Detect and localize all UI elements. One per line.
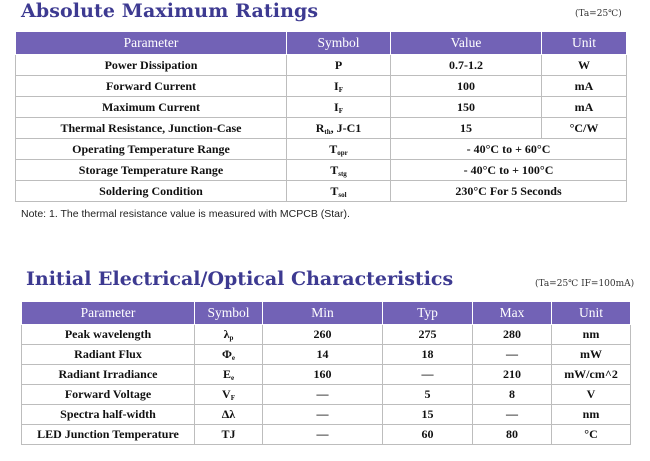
cell-typ: 275	[383, 325, 473, 345]
footnote: Note: 1. The thermal resistance value is measured with MCPCB (Star).	[21, 208, 350, 220]
header-symbol: Symbol	[195, 302, 263, 325]
header-unit: Unit	[542, 32, 627, 55]
header-min: Min	[263, 302, 383, 325]
cell-value: 15	[391, 118, 542, 139]
cell-min: —	[263, 385, 383, 405]
cell-max: —	[473, 345, 552, 365]
table-row	[22, 325, 631, 345]
cell-symbol: P	[287, 55, 391, 76]
cell-value: 150	[391, 97, 542, 118]
cell-symbol: $R_{th}$, J-C1	[287, 118, 391, 139]
cell-unit: V	[552, 385, 631, 405]
cell-value: 100	[391, 76, 542, 97]
header-parameter: Parameter	[22, 302, 195, 325]
cell-max: 210	[473, 365, 552, 385]
cell-symbol: $T_{stg}$	[287, 160, 391, 181]
table-row	[16, 139, 627, 160]
table-row	[16, 55, 627, 76]
cell-symbol: $V_F$	[195, 385, 263, 405]
cell-value: - 40°C to + 100°C	[391, 160, 627, 181]
cell-symbol: $E_e$	[195, 365, 263, 385]
cell-max: —	[473, 405, 552, 425]
header-max: Max	[473, 302, 552, 325]
cell-parameter: Storage Temperature Range	[16, 160, 287, 181]
cell-symbol: $I_F$	[287, 76, 391, 97]
table-row	[22, 405, 631, 425]
header-value: Value	[391, 32, 542, 55]
cell-parameter: LED Junction Temperature	[22, 425, 195, 445]
table-row	[16, 97, 627, 118]
cell-symbol: $T_{sol}$	[287, 181, 391, 202]
header-unit: Unit	[552, 302, 631, 325]
header-typ: Typ	[383, 302, 473, 325]
section-title-absolute-max: Absolute Maximum Ratings	[21, 0, 319, 22]
cell-symbol: $\lambda_p$	[195, 325, 263, 345]
cell-min: —	[263, 405, 383, 425]
cell-value: 230°C For 5 Seconds	[391, 181, 627, 202]
table-row	[22, 345, 631, 365]
table-row	[16, 118, 627, 139]
cell-symbol: Δλ	[195, 405, 263, 425]
cell-typ: 60	[383, 425, 473, 445]
cell-symbol: $T_{opr}$	[287, 139, 391, 160]
cell-value: 0.7-1.2	[391, 55, 542, 76]
cell-parameter: Forward Voltage	[22, 385, 195, 405]
cell-max: 280	[473, 325, 552, 345]
cell-min: —	[263, 425, 383, 445]
table-row	[16, 181, 627, 202]
cell-typ: —	[383, 365, 473, 385]
cell-parameter: Power Dissipation	[16, 55, 287, 76]
cell-unit: nm	[552, 405, 631, 425]
table-header-row	[16, 32, 627, 55]
cell-unit: W	[542, 55, 627, 76]
cell-typ: 18	[383, 345, 473, 365]
cell-unit: mA	[542, 76, 627, 97]
cell-unit: mW/cm^2	[552, 365, 631, 385]
cell-parameter: Soldering Condition	[16, 181, 287, 202]
cell-unit: °C/W	[542, 118, 627, 139]
cell-parameter: Maximum Current	[16, 97, 287, 118]
table-row	[22, 365, 631, 385]
section-title-electrical-optical: Initial Electrical/Optical Characteristics	[26, 268, 454, 290]
cell-typ: 15	[383, 405, 473, 425]
cell-value: - 40°C to + 60°C	[391, 139, 627, 160]
condition-label: (Ta=25℃ IF=100mA)	[535, 279, 635, 289]
header-parameter: Parameter	[16, 32, 287, 55]
cell-symbol: TJ	[195, 425, 263, 445]
cell-max: 80	[473, 425, 552, 445]
cell-symbol: $\Phi_e$	[195, 345, 263, 365]
absolute-max-ratings-table	[15, 31, 627, 202]
cell-parameter: Forward Current	[16, 76, 287, 97]
cell-parameter: Spectra half-width	[22, 405, 195, 425]
table-row	[22, 385, 631, 405]
electrical-optical-table	[21, 301, 631, 445]
cell-symbol: $I_F$	[287, 97, 391, 118]
cell-parameter: Thermal Resistance, Junction-Case	[16, 118, 287, 139]
cell-parameter: Radiant Flux	[22, 345, 195, 365]
cell-unit: mW	[552, 345, 631, 365]
cell-min: 14	[263, 345, 383, 365]
cell-unit: nm	[552, 325, 631, 345]
table-row	[16, 76, 627, 97]
table-row	[22, 425, 631, 445]
cell-typ: 5	[383, 385, 473, 405]
table-row	[16, 160, 627, 181]
cell-parameter: Radiant Irradiance	[22, 365, 195, 385]
cell-unit: mA	[542, 97, 627, 118]
cell-parameter: Peak wavelength	[22, 325, 195, 345]
cell-max: 8	[473, 385, 552, 405]
table-header-row	[22, 302, 631, 325]
header-symbol: Symbol	[287, 32, 391, 55]
cell-unit: °C	[552, 425, 631, 445]
cell-min: 260	[263, 325, 383, 345]
condition-label: (Ta=25℃)	[575, 9, 622, 19]
cell-parameter: Operating Temperature Range	[16, 139, 287, 160]
cell-min: 160	[263, 365, 383, 385]
